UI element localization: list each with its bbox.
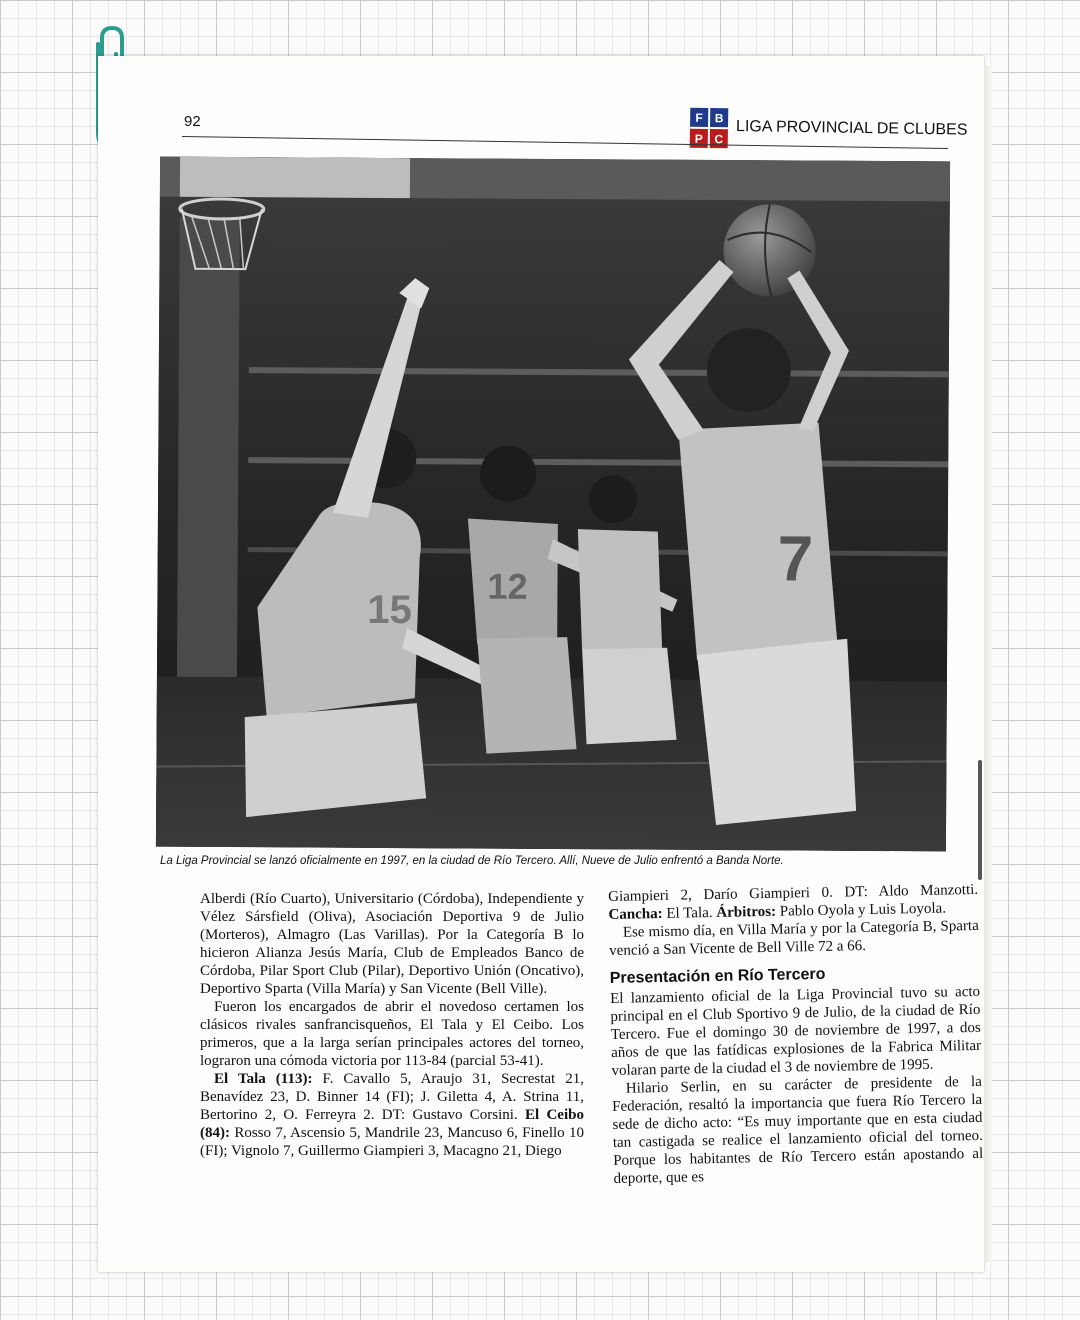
team-players: F. Cavallo 5, Araujo 31, Secrestat 21, Benavídez 23, D. Binner 14 (FI); J. Giletta 4, A. Strina 11, Bertorino 2, O. Ferreyra 2. DT: Gustavo Corsini. bbox=[200, 1071, 585, 1123]
logo-letter-f: F bbox=[690, 108, 708, 127]
paragraph: Ese mismo día, en Villa María y por la Categoría B, Sparta venció a San Vicente de Bell Ville 72 a 66. bbox=[609, 917, 979, 959]
logo-letter-b: B bbox=[710, 108, 728, 127]
jersey-number-7: 7 bbox=[777, 522, 814, 595]
team-label: El Ceibo (84): bbox=[200, 1107, 584, 1141]
logo-letter-c: C bbox=[710, 129, 728, 148]
text-run: Giampieri 2, Darío Giampieri 0. DT: Aldo Manzotti. bbox=[608, 881, 979, 905]
text-column-right bbox=[608, 881, 984, 1188]
text-run: Pablo Oyola y Luis Loyola. bbox=[775, 900, 947, 920]
cancha-label: Cancha: bbox=[608, 905, 663, 923]
basketball-photo bbox=[156, 157, 950, 852]
team-label: El Tala (113): bbox=[214, 1071, 313, 1087]
jersey-number-12: 12 bbox=[487, 565, 528, 607]
jersey-number-15: 15 bbox=[367, 587, 412, 633]
page-number: 92 bbox=[184, 113, 201, 130]
photo-caption: La Liga Provincial se lanzó oficialmente en 1997, en la ciudad de Río Tercero. Allí, Nueve de Julio enfrentó a Banda Norte. bbox=[160, 855, 784, 867]
text-column-left bbox=[200, 890, 584, 1160]
paragraph: El lanzamiento oficial de la Liga Provincial tuvo su acto principal en el Club Sportivo 9 de Julio, de la ciudad de Río Tercero. Fue el domingo 30 de noviembre de 1997, a dos años de que las fatídicas explosiones de la Fabrica Militar volaran parte de la ciudad el 3 de noviembre de 1995. bbox=[609, 983, 982, 1079]
arbitros-label: Árbitros: bbox=[716, 903, 777, 921]
team-players: Rosso 7, Ascensio 5, Mandrile 23, Mancuso 6, Finello 10 (FI); Vignolo 7, Guillermo Giampieri 3, Macagno 21, Diego bbox=[200, 1125, 584, 1159]
scroll-indicator[interactable] bbox=[978, 760, 982, 880]
page-edge bbox=[984, 66, 992, 1262]
header-rule bbox=[182, 136, 948, 149]
paragraph-lineups bbox=[200, 1070, 584, 1160]
running-header-title: LIGA PROVINCIAL DE CLUBES bbox=[735, 118, 968, 139]
fbpc-logo bbox=[690, 108, 729, 149]
book-page bbox=[98, 56, 984, 1272]
paragraph: Alberdi (Río Cuarto), Universitario (Córdoba), Independiente y Vélez Sársfield (Oliva), Asociación Deportiva 9 de Julio (Morteros), Almagro (Las Varillas). Por la Categoría B lo hicieron Alianza Jesús María, Club de Empleados Banco de Córdoba, Pilar Sport Club (Pilar), Deportivo Unión (Oncativo), Deportivo Sparta (Villa María) y San Vicente (Bell Ville). bbox=[200, 891, 584, 997]
logo-letter-p: P bbox=[690, 129, 708, 148]
paragraph: Fueron los encargados de abrir el novedoso certamen los clásicos rivales sanfrancisqueños, El Tala y El Ceibo. Los primeros, que a la larga serían principales actores del torneo, lograron una cómoda victoria por 113-84 (parcial 53-41). bbox=[200, 999, 584, 1069]
paragraph: Hilario Serlin, en su carácter de presidente de la Federación, resaltó la importancia que fuera Río Tercero la sede de dicho acto: “Es muy importante que en esta ciudad tan castigada se realice el lanzamiento oficial del torneo. Porque los habitantes de Río Tercero están apostando al deporte, que es bbox=[612, 1073, 984, 1187]
section-heading: Presentación en Río Tercero bbox=[609, 965, 826, 987]
text-run: El Tala. bbox=[662, 904, 717, 922]
